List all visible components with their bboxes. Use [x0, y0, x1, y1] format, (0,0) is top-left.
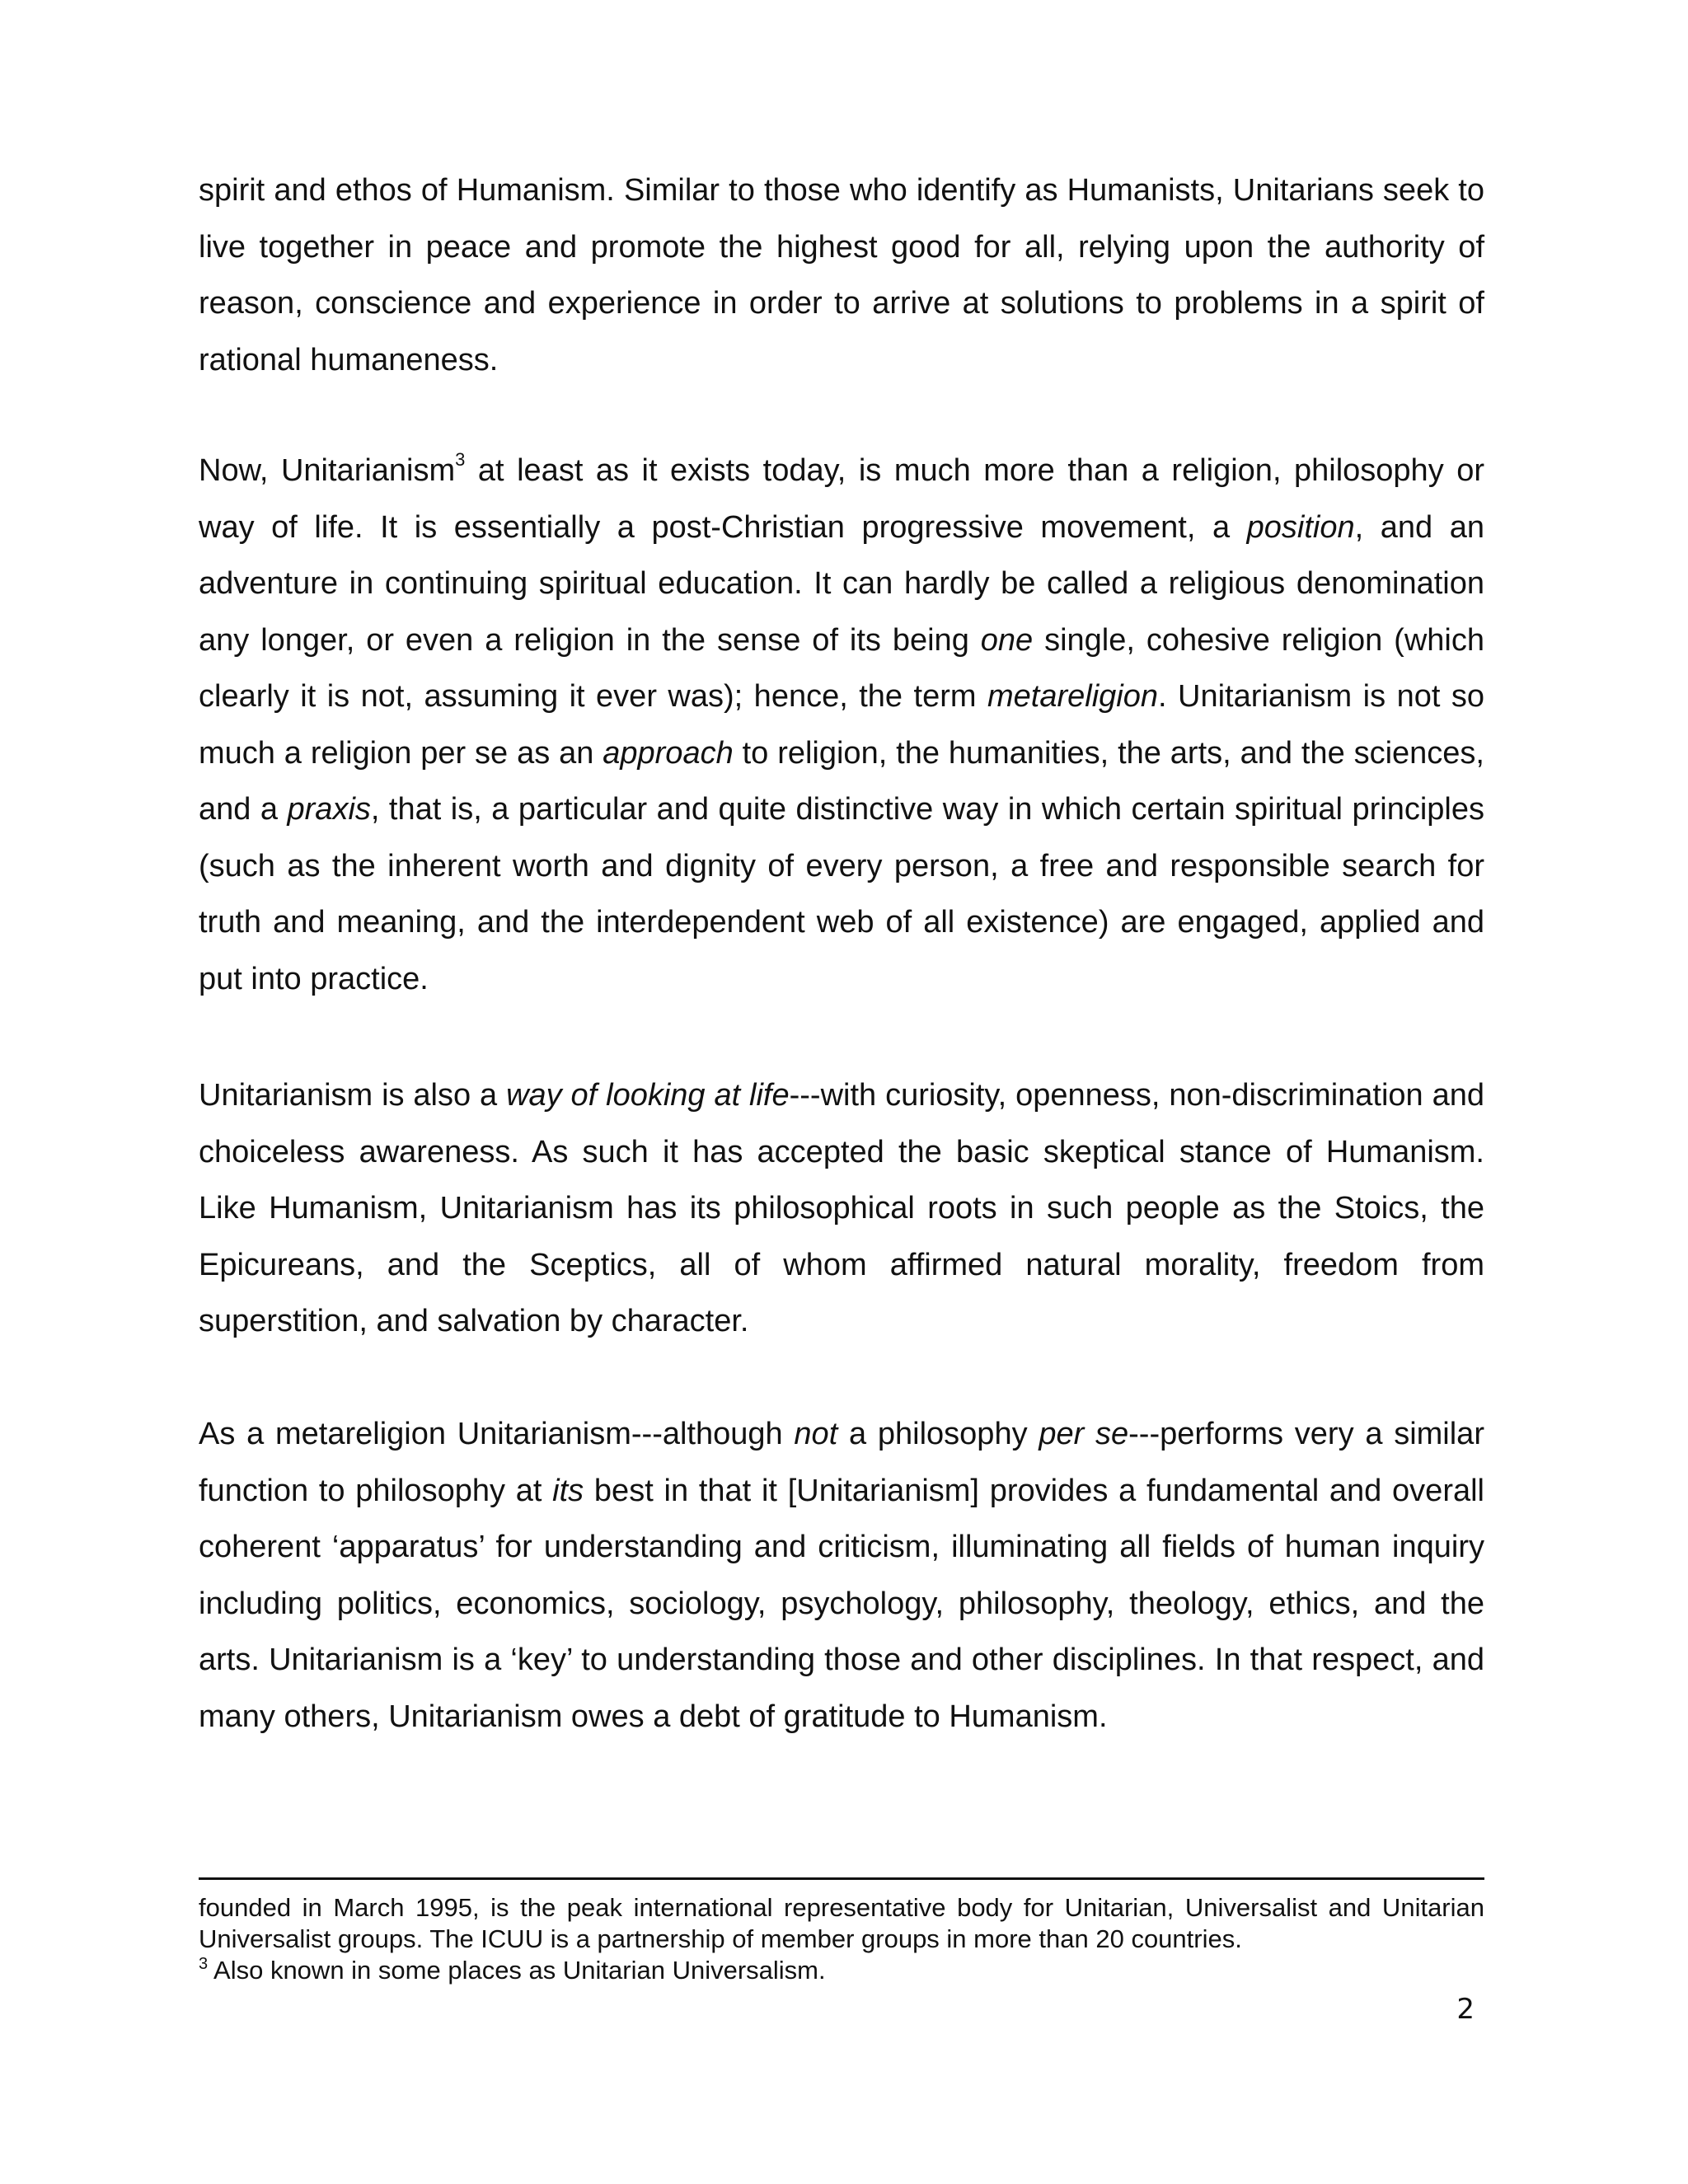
italic-term: approach: [603, 735, 734, 771]
paragraph-2-text: . Unitarianism is not so much a religion per se as an: [199, 679, 1484, 771]
paragraph-2-text: at least as it exists today, is much more than a religion, philosophy or way of life. It is essentially a post-Christian progressive movement, a: [199, 453, 1484, 545]
footnote-3: [199, 1955, 1484, 1986]
italic-term: praxis: [287, 792, 371, 827]
italic-term: metareligion: [987, 679, 1158, 714]
paragraph-3: [199, 1067, 1484, 1350]
paragraph-3-text: ---with curiosity, openness, non-discrimination and choiceless awareness. As such it has accepted the basic skeptical stance of Humanism. Like Humanism, Unitarianism has its philosophical roots in such people as the Stoics, the Epicureans, and the Sceptics, all of whom affirmed natural morality, freedom from superstition, and salvation by character.: [199, 1078, 1484, 1338]
paragraph-2-text: , and an adventure in continuing spiritual education. It can hardly be called a religious denomination any longer, or even a religion in the sense of its being: [199, 509, 1484, 658]
italic-term: per se: [1039, 1417, 1129, 1451]
italic-term: one: [980, 622, 1034, 658]
paragraph-4: [199, 1406, 1484, 1745]
footnote-3-number: 3: [199, 1955, 209, 1973]
paragraph-2-text: , that is, a particular and quite distinctive way in which certain spiritual principles (such as the inherent worth and dignity of every person, a free and responsible search for truth and meaning, and the interdependent web of all existence) are engaged, applied and put into practice.: [199, 792, 1485, 996]
italic-term: position: [1246, 509, 1355, 545]
paragraph-4-text: ---performs very a similar function to philosophy at: [199, 1417, 1484, 1508]
page-number: 2: [1456, 1993, 1475, 2026]
footnote-continued: founded in March 1995, is the peak international representative body for Unitarian, Universalist and Unitarian Universalist groups. The ICUU is a partnership of member groups in more than 20 countries.: [199, 1893, 1484, 1953]
paragraph-1-text: spirit and ethos of Humanism. Similar to those who identify as Humanists, Unitarians seek to live together in peace and promote the highest good for all, relying upon the authority of reason, conscience and experience in order to arrive at solutions to problems in a spirit of rational humaneness.: [199, 173, 1484, 377]
footnote-3-text: Also known in some places as Unitarian Universalism.: [208, 1956, 826, 1985]
paragraph-2-text: Now, Unitarianism: [199, 453, 456, 488]
paragraph-4-text: As a metareligion Unitarianism---although: [199, 1417, 795, 1451]
paragraph-4-text: best in that it [Unitarianism] provides a fundamental and overall coherent ‘apparatus’ for understanding and criticism, illuminating all fields of human inquiry including politics, economics, sociology, psychology, philosophy, theology, ethics, and the arts. Unitarianism is a ‘key’ to understanding those and other disciplines. In that respect, and many others, Unitarianism owes a debt of gratitude to Humanism.: [199, 1473, 1484, 1734]
paragraph-1: [199, 162, 1484, 388]
footnote-ref-3: 3: [455, 449, 466, 471]
italic-term: not: [794, 1417, 838, 1451]
italic-term: way of looking at life: [506, 1078, 790, 1113]
paragraph-2: [199, 443, 1484, 1007]
footnotes: [199, 1892, 1484, 1986]
paragraph-4-text: a philosophy: [837, 1417, 1039, 1451]
paragraph-2-text: single, cohesive religion (which clearly it is not, assuming it ever was); hence, the term: [199, 622, 1484, 714]
italic-term: its: [552, 1473, 584, 1508]
footnote-separator: [199, 1877, 1484, 1880]
paragraph-3-text: Unitarianism is also a: [199, 1078, 507, 1113]
paragraph-2-text: to religion, the humanities, the arts, and the sciences, and a: [199, 735, 1484, 827]
